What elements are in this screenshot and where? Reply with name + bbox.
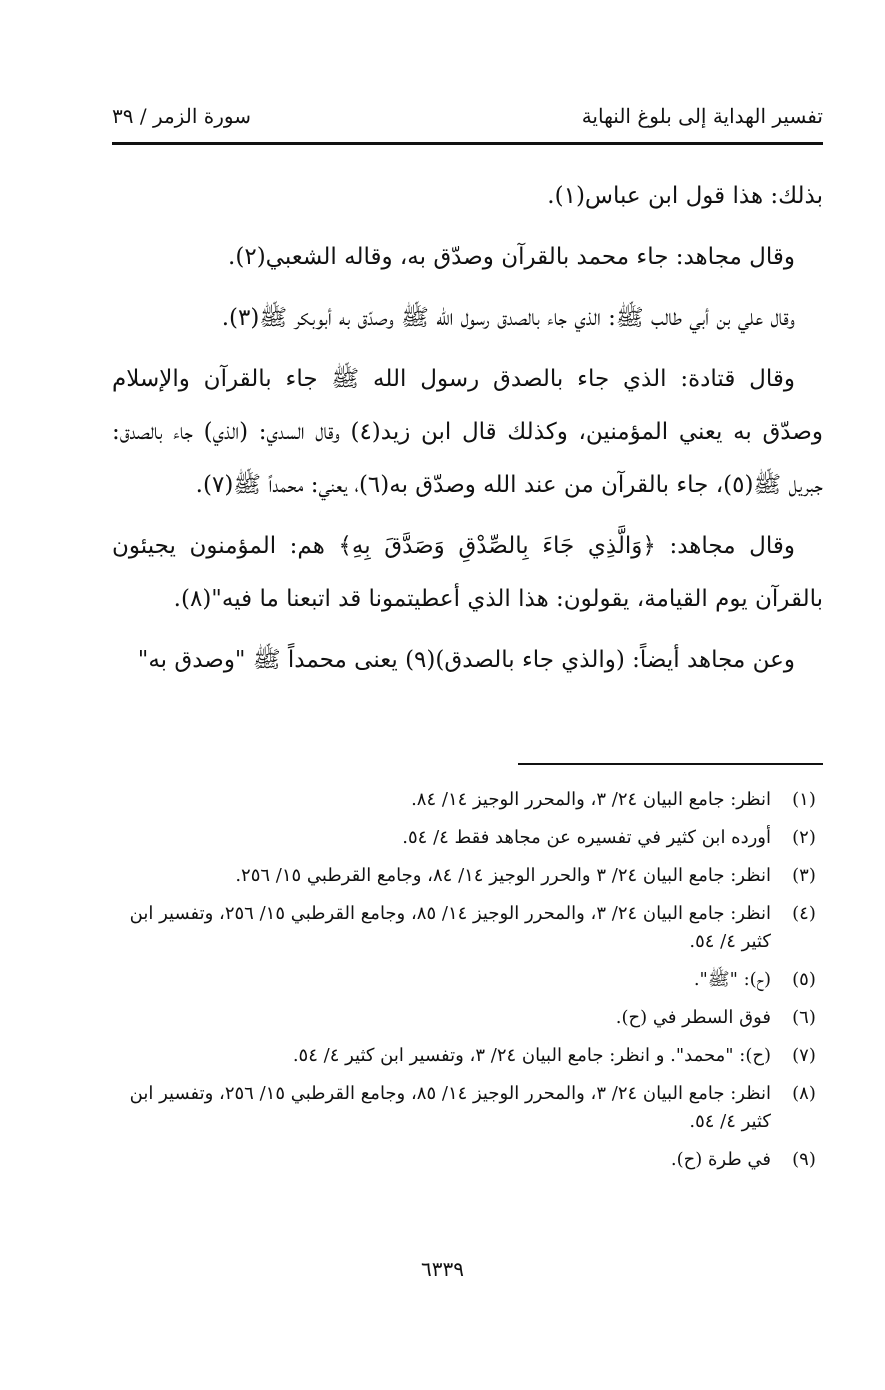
page-number: ٦٣٣٩ — [421, 1257, 464, 1281]
footnote-number: (٢) — [792, 827, 816, 848]
page-header — [112, 97, 823, 135]
footnote-item-7 — [112, 1042, 823, 1070]
paragraph-4: وقال قتادة: الذي جاء بالصدق رسول الله ﷺ جاء بالقرآن والإسلام وصدّق به يعني المؤمنين، وكذلك قال ابن زيد(٤) وقال السدي: (الذي) جاء بالصدق: جبريل ﷺ(٥)، جاء بالقرآن من عند الله وصدّق به(٦)، يعني: محمداً ﷺ(٧). — [112, 366, 823, 498]
footnote-item-5 — [112, 966, 823, 994]
footnote-number: (٩) — [792, 1149, 816, 1170]
footnote-item-2 — [112, 824, 823, 852]
footnotes-list — [112, 786, 823, 1184]
footnote-text: أورده ابن كثير في تفسيره عن مجاهد فقط ٤/ ٥٤. — [402, 827, 771, 848]
paragraph-3: وقال علي بن أبي طالب ﷺ: الذي جاء بالصدق رسول الله ﷺ وصدّق به أبوبكر ﷺ(٣). — [221, 305, 795, 331]
footnote-text: انظر: جامع البيان ٢٤/ ٣، والمحرر الوجيز ١٤/ ٨٤. — [411, 789, 771, 810]
surah-title: سورة الزمر / ٣٩ — [112, 104, 251, 128]
paragraph-6: وعن مجاهد أيضاً: (والذي جاء بالصدق)(٩) يعنى محمداً ﷺ "وصدق به" — [137, 647, 795, 673]
footnote-item-1 — [112, 786, 823, 814]
paragraph-2: وقال مجاهد: جاء محمد بالقرآن وصدّق به، وقاله الشعبي(٢). — [228, 244, 795, 270]
paragraph-5: وقال مجاهد: ﴿وَالَّذِي جَاءَ بِالصِّدْقِ وَصَدَّقَ بِهِ﴾ هم: المؤمنون يجيئون بالقرآن يوم القيامة، يقولون: هذا الذي أعطيتمونا قد اتبعنا ما فيه"(٨). — [112, 533, 823, 612]
main-text — [112, 170, 823, 687]
paragraph-1: بذلك: هذا قول ابن عباس(١). — [547, 183, 823, 209]
book-title: تفسير الهداية إلى بلوغ النهاية — [581, 104, 823, 128]
footnote-number: (٦) — [792, 1007, 816, 1028]
footnote-item-6 — [112, 1004, 823, 1032]
footnote-text: انظر: جامع البيان ٢٤/ ٣، والمحرر الوجيز ١٤/ ٨٥، وجامع القرطبي ١٥/ ٢٥٦، وتفسير ابن كثير ٤/ ٥٤. — [129, 903, 771, 952]
footnote-item-4 — [112, 900, 823, 956]
footnote-text: (ح): "ﷺ". — [693, 969, 771, 990]
header-divider — [112, 142, 823, 145]
footnote-item-9 — [112, 1146, 823, 1174]
footnote-number: (٣) — [792, 865, 816, 886]
footnote-number: (١) — [792, 789, 816, 810]
footnote-text: انظر: جامع البيان ٢٤/ ٣، والمحرر الوجيز ١٤/ ٨٥، وجامع القرطبي ١٥/ ٢٥٦، وتفسير ابن كثير ٤/ ٥٤. — [129, 1083, 771, 1132]
footnote-text: انظر: جامع البيان ٢٤/ ٣ والحرر الوجيز ١٤/ ٨٤، وجامع القرطبي ١٥/ ٢٥٦. — [235, 865, 771, 886]
footnote-text: في طرة (ح). — [670, 1149, 771, 1170]
footnote-item-3 — [112, 862, 823, 890]
footnote-text: فوق السطر في (ح). — [615, 1007, 771, 1028]
footnote-number: (٤) — [792, 903, 816, 924]
footnote-number: (٥) — [792, 969, 816, 990]
footnote-number: (٧) — [792, 1045, 816, 1066]
footnote-item-8 — [112, 1080, 823, 1136]
footnote-divider — [518, 763, 823, 765]
footnote-number: (٨) — [792, 1083, 816, 1104]
footnote-text: (ح): "محمد". و انظر: جامع البيان ٢٤/ ٣، وتفسير ابن كثير ٤/ ٥٤. — [292, 1045, 771, 1066]
